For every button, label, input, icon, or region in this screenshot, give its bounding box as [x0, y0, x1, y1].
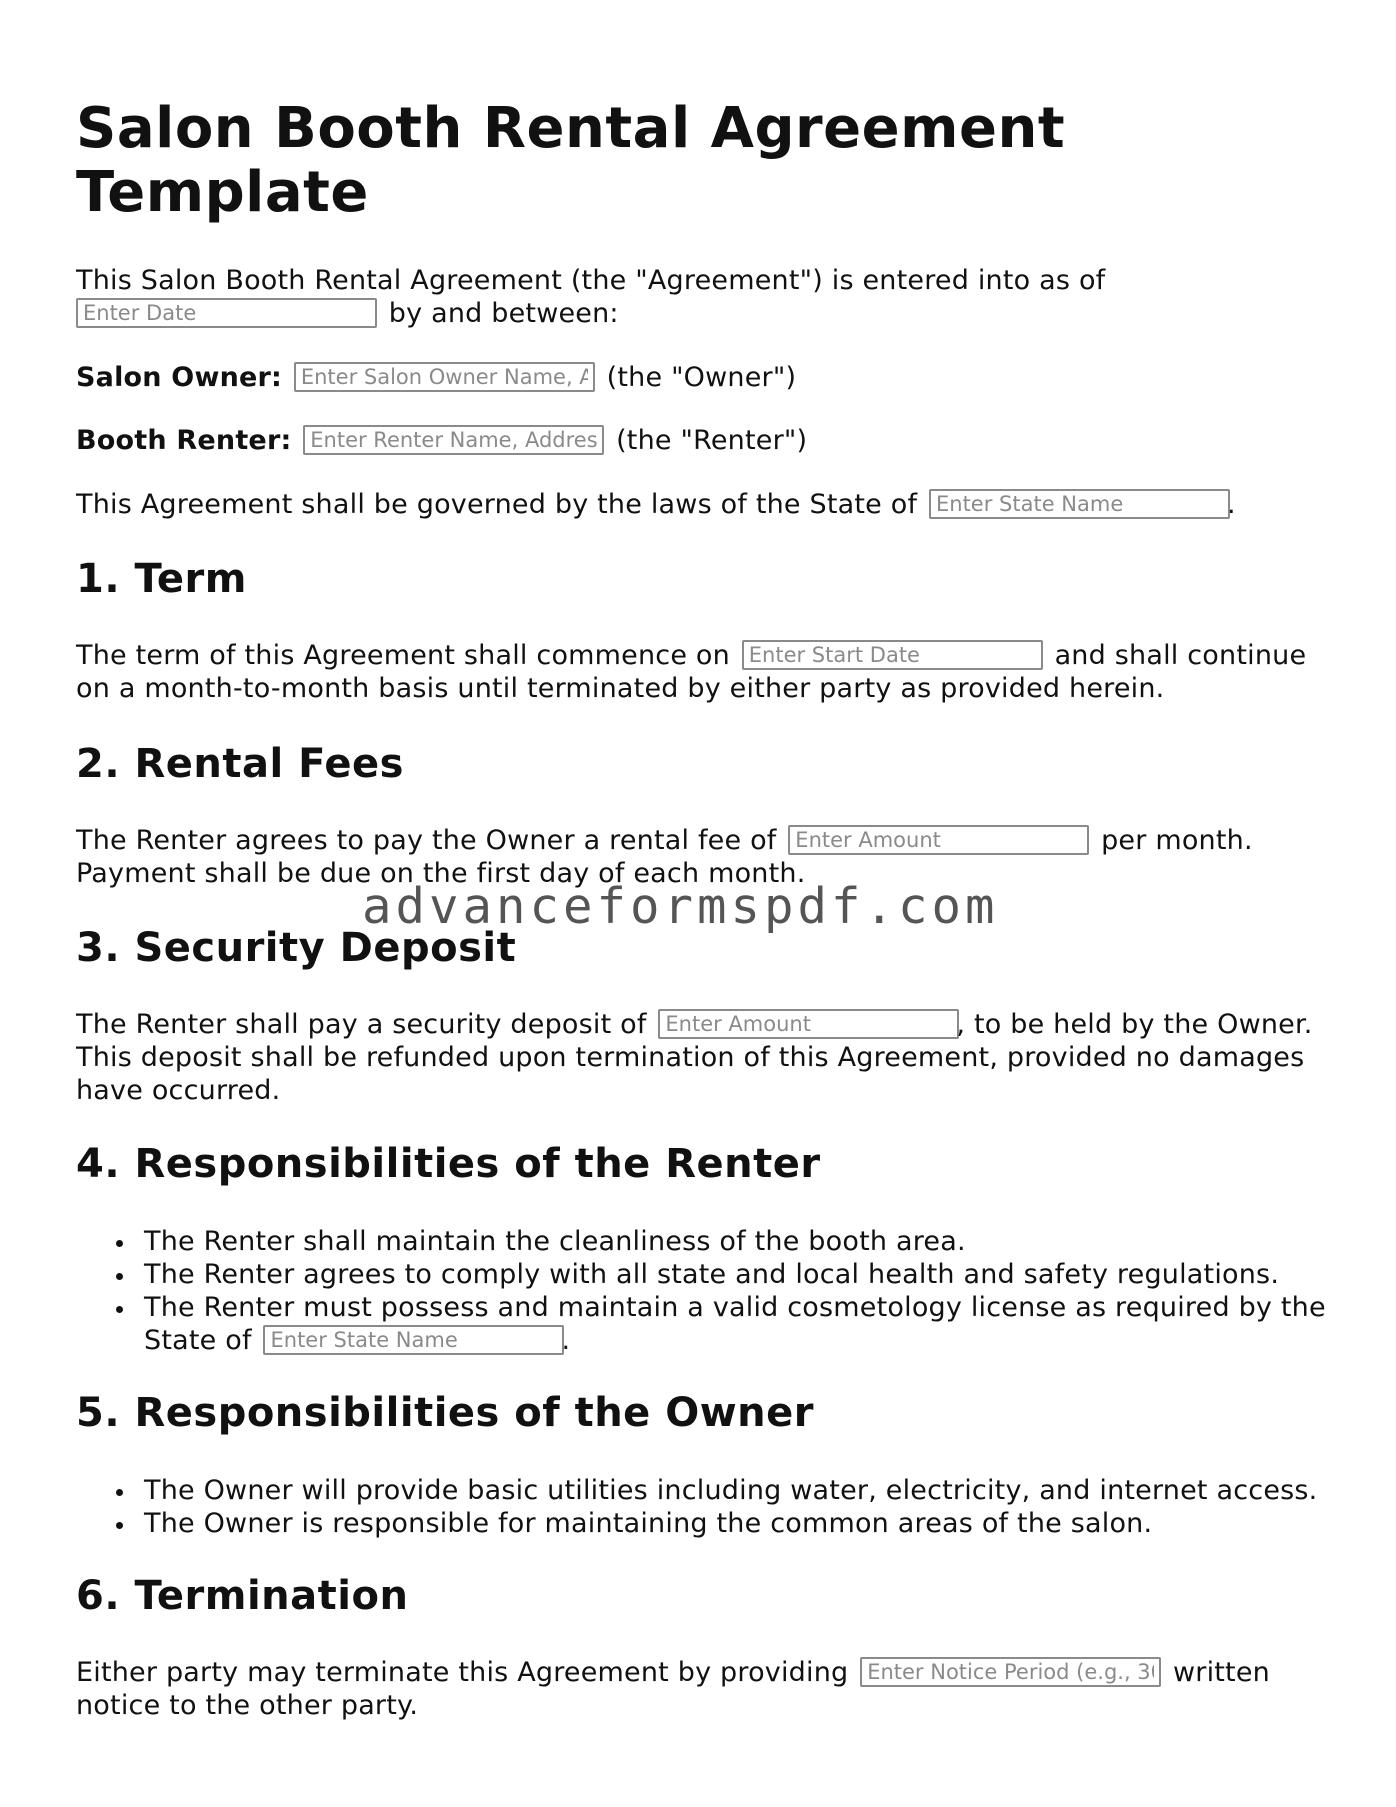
owner-label: Salon Owner: [76, 362, 283, 393]
license-period: . [561, 1325, 571, 1356]
renter-suffix: (the "Renter") [616, 425, 808, 456]
deposit-text-after: , to be held by the Owner. This deposit shall be refunded upon termination of this Agreement, provided no damages have occurred. [76, 1009, 1313, 1106]
renter-name-input[interactable] [303, 425, 604, 455]
deposit-text-before: The Renter shall pay a security deposit of [76, 1009, 647, 1040]
license-state-input[interactable] [263, 1325, 564, 1355]
governing-state-input[interactable] [929, 489, 1230, 519]
intro-paragraph [76, 264, 1136, 330]
license-text: The Renter must possess and maintain a valid cosmetology license as required by the State of [144, 1292, 1326, 1356]
notice-period-input[interactable] [860, 1657, 1161, 1687]
termination-paragraph [76, 1656, 1326, 1722]
list-item: The Owner will provide basic utilities including water, electricity, and internet access. [76, 1474, 1326, 1507]
agreement-date-input[interactable] [76, 298, 377, 328]
page-title: Salon Booth Rental Agreement Template [76, 96, 1066, 225]
list-item: The Renter shall maintain the cleanliness of the booth area. [76, 1225, 1326, 1258]
owner-name-input[interactable] [294, 362, 595, 392]
fees-text-after: per month. Payment shall be due on the first day of each month. [76, 825, 1253, 889]
termination-heading: 6. Termination [76, 1573, 409, 1619]
intro-text-after: by and between: [388, 298, 619, 329]
termination-text-before: Either party may terminate this Agreement by providing [76, 1657, 849, 1688]
security-deposit-paragraph [76, 1008, 1326, 1107]
deposit-amount-input[interactable] [658, 1009, 959, 1039]
term-text-before: The term of this Agreement shall commence on [76, 640, 730, 671]
governing-text: This Agreement shall be governed by the laws of the State of [76, 489, 918, 520]
owner-responsibilities-heading: 5. Responsibilities of the Owner [76, 1390, 815, 1436]
renter-label: Booth Renter: [76, 425, 292, 456]
termination-text-after: written notice to the other party. [76, 1657, 1270, 1721]
rental-fees-heading: 2. Rental Fees [76, 741, 404, 787]
list-item [76, 1291, 1326, 1357]
renter-responsibilities-heading: 4. Responsibilities of the Renter [76, 1141, 821, 1187]
owner-responsibilities-list [76, 1474, 1326, 1540]
renter-line [76, 424, 1326, 457]
renter-responsibilities-list [76, 1225, 1326, 1357]
security-deposit-heading: 3. Security Deposit [76, 925, 517, 971]
term-paragraph [76, 639, 1326, 705]
owner-suffix: (the "Owner") [606, 362, 797, 393]
intro-text: This Salon Booth Rental Agreement (the "Agreement") is entered into as of [76, 265, 1106, 296]
owner-line [76, 361, 1326, 394]
term-heading: 1. Term [76, 556, 247, 602]
watermark: advanceformspdf.com [362, 878, 999, 935]
term-text-after: and shall continue on a month-to-month basis until terminated by either party as provided herein. [76, 640, 1307, 704]
start-date-input[interactable] [742, 640, 1043, 670]
rental-amount-input[interactable] [788, 825, 1089, 855]
governing-period: . [1227, 489, 1236, 520]
fees-text-before: The Renter agrees to pay the Owner a rental fee of [76, 825, 777, 856]
governing-law-line [76, 488, 1326, 521]
list-item: The Renter agrees to comply with all state and local health and safety regulations. [76, 1258, 1326, 1291]
list-item: The Owner is responsible for maintaining the common areas of the salon. [76, 1507, 1326, 1540]
